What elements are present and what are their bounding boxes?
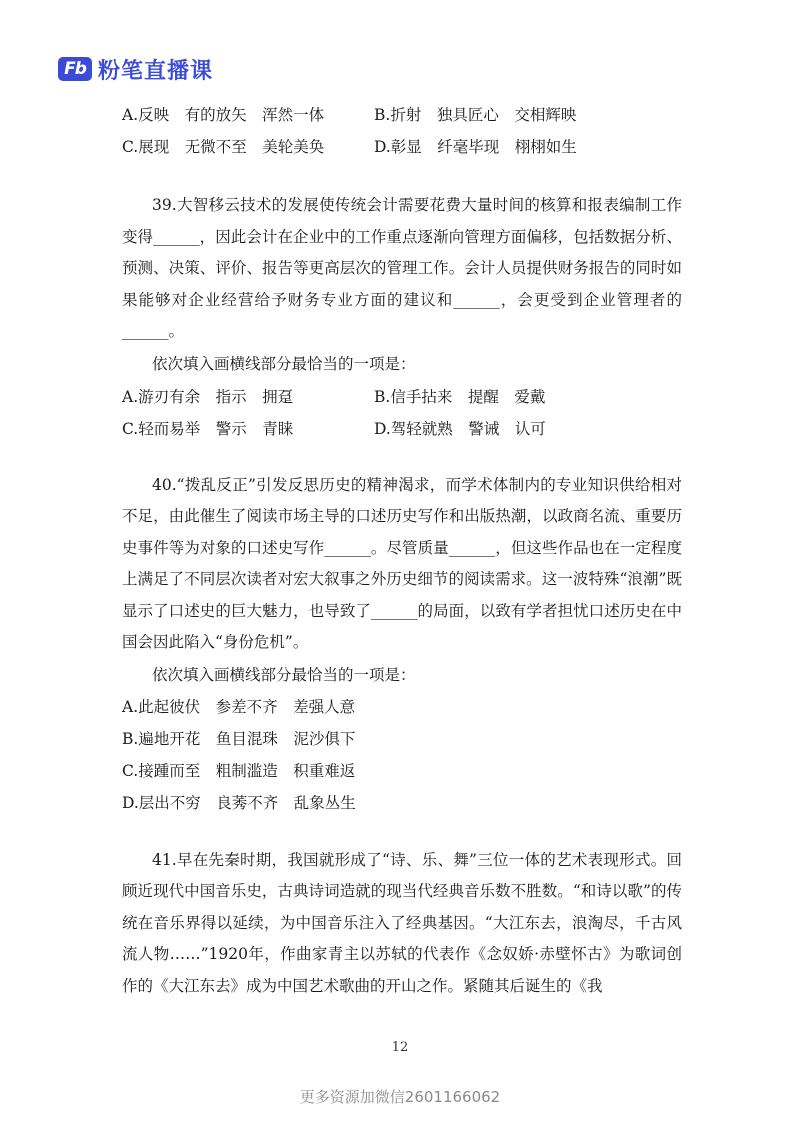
q40-option-d: D.层出不穷 良莠不齐 乱象丛生	[122, 793, 356, 812]
q40-stem: 40.“拨乱反正”引发反思历史的精神渴求，而学术体制内的专业知识供给相对不足，由此催生了阅读市场主导的口述历史写作和出版热潮，以政商名流、重要历史事件等为对象的口述史写作______。尽管质量______，但这些作品也在一定程度上满足了不同层次读者对宏大叙事之外历史细节的阅读需求。这一波特殊“浪潮”既显示了口述史的巨大魅力，也导致了______的局面，以致有学者担忧口述历史在中国会因此陷入“身份危机”。	[122, 475, 682, 651]
q38-option-c: C.展现 无微不至 美轮美奂	[122, 138, 325, 156]
q38-option-b: B.折射 独具匠心 交相辉映	[374, 106, 577, 124]
question-39	[122, 190, 682, 444]
q38-option-a: A.反映 有的放矢 浑然一体	[122, 106, 325, 124]
q40-option-b: B.遍地开花 鱼目混珠 泥沙俱下	[122, 729, 356, 748]
brand-logo	[58, 56, 213, 82]
question-41	[122, 845, 682, 1003]
fb-logo-icon: Fb	[58, 57, 92, 81]
q40-prompt: 依次填入画横线部分最恰当的一项是：	[152, 665, 416, 684]
q38-option-d: D.彰显 纤毫毕现 栩栩如生	[374, 138, 577, 156]
brand-name: 粉笔直播课	[98, 58, 214, 84]
q39-option-a: A.游刃有余 指示 拥趸	[122, 387, 294, 406]
page-number: 12	[391, 1040, 409, 1055]
q39-option-c: C.轻而易举 警示 青睐	[122, 419, 294, 438]
q39-option-b: B.信手拈来 提醒 爱戴	[374, 387, 546, 406]
q40-option-a: A.此起彼伏 参差不齐 差强人意	[122, 697, 356, 716]
q39-prompt: 依次填入画横线部分最恰当的一项是：	[152, 354, 416, 373]
document-body	[122, 98, 682, 1002]
q39-option-d: D.驾轻就熟 警诫 认可	[374, 419, 546, 438]
footer-watermark: 更多资源加微信2601166062	[299, 1088, 501, 1106]
q40-option-c: C.接踵而至 粗制滥造 积重难返	[122, 761, 356, 780]
q39-stem: 39.大智移云技术的发展使传统会计需要花费大量时间的核算和报表编制工作变得______，因此会计在企业中的工作重点逐渐向管理方面偏移，包括数据分析、预测、决策、评价、报告等更高层次的管理工作。会计人员提供财务报告的同时如果能够对企业经营给予财务专业方面的建议和______，会更受到企业管理者的______。	[122, 196, 682, 340]
question-40	[122, 470, 682, 819]
q41-stem: 41.早在先秦时期，我国就形成了“诗、乐、舞”三位一体的艺术表现形式。回顾近现代中国音乐史，古典诗词造就的现当代经典音乐数不胜数。“和诗以歌”的传统在音乐界得以延续，为中国音乐注入了经典基因。“大江东去，浪淘尽，千古风流人物……”1920年，作曲家青主以苏轼的代表作《念奴娇·赤壁怀古》为歌词创作的《大江东去》成为中国艺术歌曲的开山之作。紧随其后诞生的《我	[122, 850, 682, 995]
q38-options	[122, 98, 682, 162]
